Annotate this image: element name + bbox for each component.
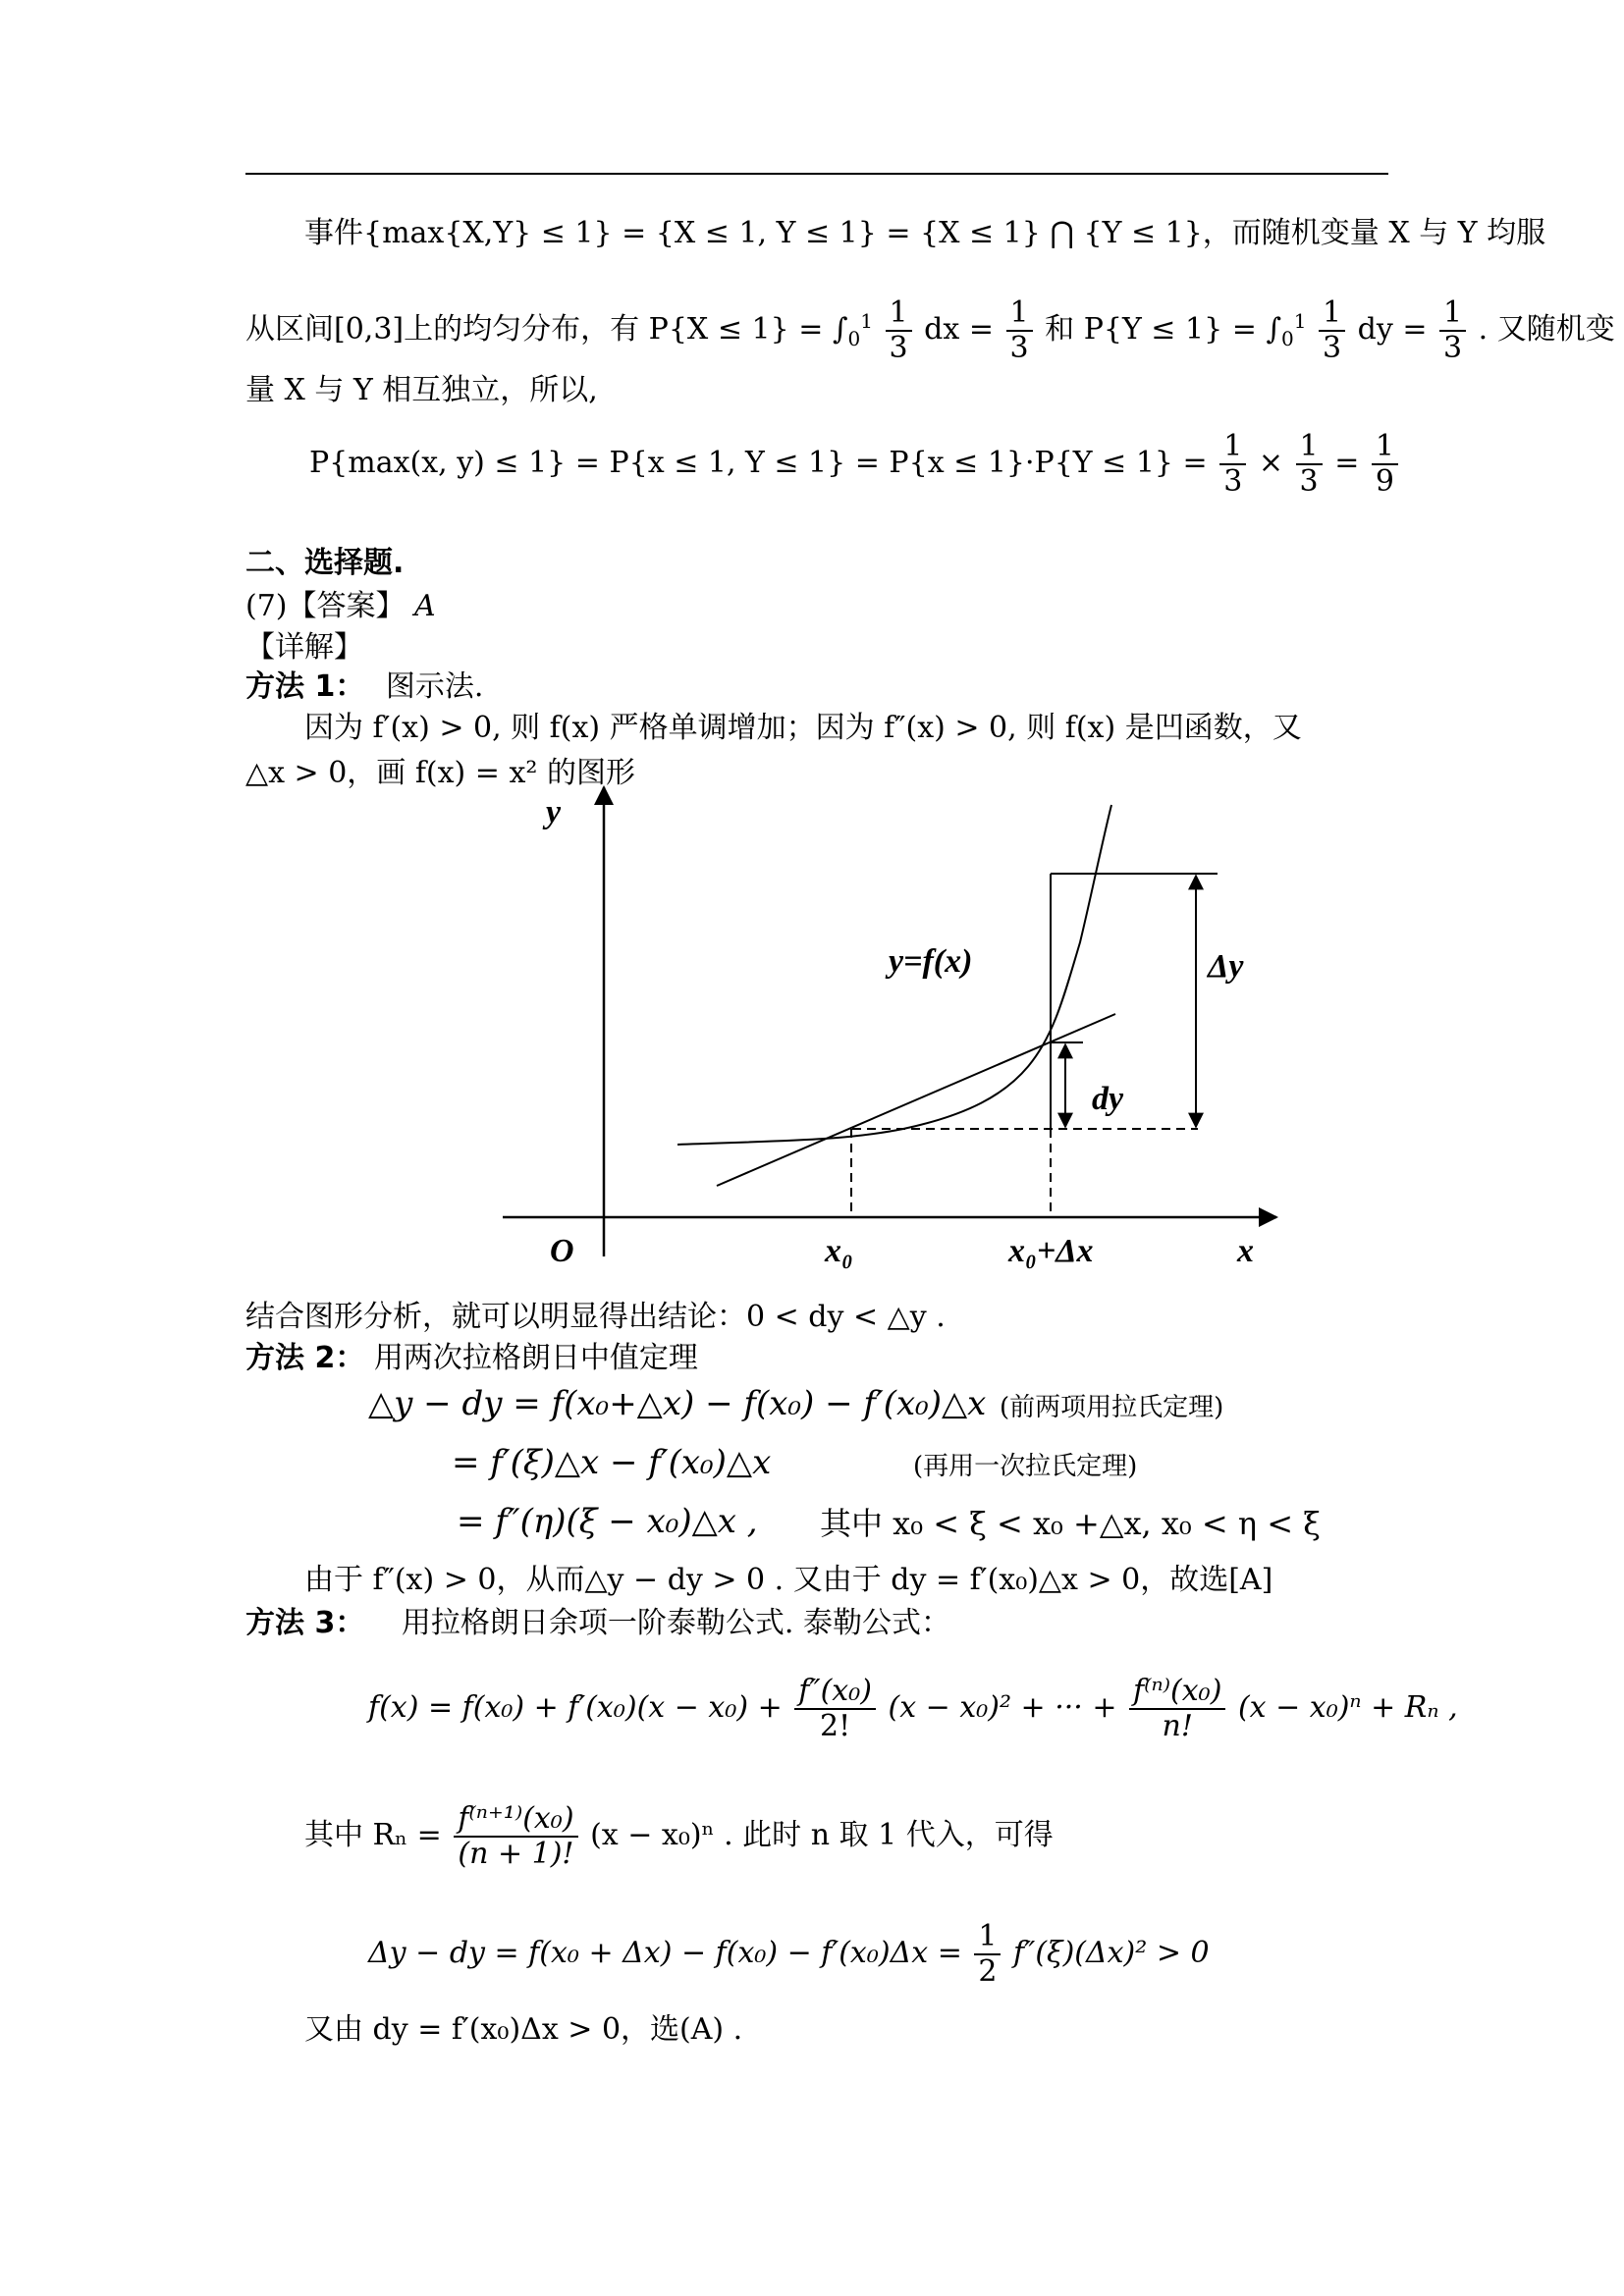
half-fraction: $\frac{1}{2}$ xyxy=(974,1920,1001,1989)
int-upper-1: 1 xyxy=(860,309,873,333)
dy-text: dy = xyxy=(1357,312,1428,347)
method1-text-2: △x > 0，画 f(x) = x² 的图形 xyxy=(245,756,635,790)
tangent-figure xyxy=(491,775,1296,1286)
fraction-1-3-f: $\frac{1}{3}$ xyxy=(1296,430,1323,499)
x0-label: x₀ xyxy=(825,1233,853,1269)
independence-line xyxy=(245,371,598,410)
event-text: 事件{max{X,Y} ≤ 1} = {X ≤ 1, Y ≤ 1} = {X ≤ 1} ⋂ {Y ≤ 1}，而随机变量 X 与 Y 均服 xyxy=(304,216,1546,250)
remainder-a: 其中 Rₙ = xyxy=(304,1818,442,1852)
method3-title: 用拉格朗日余项一阶泰勒公式. 泰勒公式： xyxy=(401,1606,950,1640)
method2-eq3: = f″(η)(ξ − x₀)△x , xyxy=(457,1502,758,1541)
uniform-text-e: . 又随机变 xyxy=(1478,312,1615,347)
fraction-1-3-b: $\frac{1}{3}$ xyxy=(1006,296,1033,365)
section-heading: 二、选择题. xyxy=(245,546,405,580)
fraction-1-3-c: $\frac{1}{3}$ xyxy=(1319,296,1345,365)
delta-part-a: Δy − dy = f(x₀ + Δx) − f(x₀) − f′(x₀)Δx = xyxy=(368,1936,962,1970)
delta-equation xyxy=(368,1914,1210,1993)
remainder-b: (x − x₀)ⁿ . 此时 n 取 1 代入，可得 xyxy=(590,1818,1054,1852)
y-axis-label: y xyxy=(546,794,562,830)
delta-part-b: f″(ξ)(Δx)² > 0 xyxy=(1013,1936,1210,1970)
method1-label: 方法 1： xyxy=(245,669,365,704)
fraction-1-9: $\frac{1}{9}$ xyxy=(1372,430,1398,499)
probability-result xyxy=(309,430,1401,499)
method3-line xyxy=(245,1604,950,1643)
method2-note2: (再用一次拉氏定理) xyxy=(913,1452,1138,1481)
final-line: 又由 dy = f′(x₀)Δx > 0，选(A) . xyxy=(304,2012,743,2047)
method2-label: 方法 2： xyxy=(245,1341,365,1375)
taylor-fraction-1: $\frac{\text{f″(x₀)}}{2!}$ xyxy=(794,1675,876,1743)
method1-text-1: 因为 f′(x) > 0, 则 f(x) 严格单调增加；因为 f″(x) > 0, 则 f(x) 是凹函数，又 xyxy=(304,711,1302,745)
method2-eq1: △y − dy = f(x₀+△x) − f(x₀) − f′(x₀)△x xyxy=(368,1384,987,1423)
taylor-part-a: f(x) = f(x₀) + f′(x₀)(x − x₀) + xyxy=(368,1690,783,1725)
uniform-text-a: 从区间[0,3]上的均匀分布，有 P{X ≤ 1} = ∫ xyxy=(245,312,848,347)
method1-line xyxy=(245,667,483,707)
taylor-formula xyxy=(368,1669,1458,1747)
origin-label: O xyxy=(550,1233,574,1269)
taylor-fraction-2: $\frac{\text{f⁽ⁿ⁾(x₀)}}{n!}$ xyxy=(1129,1675,1225,1743)
dy-label: dy xyxy=(1092,1081,1124,1117)
uniform-text-c: 和 P{Y ≤ 1} = ∫ xyxy=(1045,312,1281,347)
x0-dx-label: x₀+Δx xyxy=(1008,1233,1094,1269)
answer-prefix: (7)【答案】 xyxy=(245,589,406,623)
method3-label: 方法 3： xyxy=(245,1606,365,1640)
fraction-1-3-e: $\frac{1}{3}$ xyxy=(1219,430,1246,499)
remainder-line xyxy=(304,1796,1054,1875)
answer-line xyxy=(245,587,436,626)
independence-text: 量 X 与 Y 相互独立，所以, xyxy=(245,373,598,407)
remainder-fraction: $\frac{\text{f⁽ⁿ⁺¹⁾(x₀)}}{(n + 1)!}$ xyxy=(454,1802,577,1871)
taylor-part-b: (x − x₀)² + ··· + xyxy=(888,1690,1117,1725)
fraction-1-3-d: $\frac{1}{3}$ xyxy=(1439,296,1466,365)
delta-y-label: Δy xyxy=(1208,948,1244,985)
dx-text: dx = xyxy=(924,312,994,347)
detail-label: 【详解】 xyxy=(245,630,363,665)
method1-title: 图示法. xyxy=(385,669,484,704)
uniform-line xyxy=(245,296,1615,365)
probability-text: P{max(x, y) ≤ 1} = P{x ≤ 1, Y ≤ 1} = P{x ≤ 1}·P{Y ≤ 1} = xyxy=(309,446,1208,480)
x-axis-label: x xyxy=(1237,1233,1254,1269)
int-lower-2: 0 xyxy=(1281,327,1294,350)
method2-note3: 其中 x₀ < ξ < x₀ +△x, x₀ < η < ξ xyxy=(820,1505,1321,1542)
method2-title: 用两次拉格朗日中值定理 xyxy=(373,1341,698,1375)
tangent-line xyxy=(717,1014,1115,1186)
method2-line xyxy=(245,1339,698,1378)
curve-label: y=f(x) xyxy=(889,943,973,980)
method2-eq2: = f′(ξ)△x − f′(x₀)△x xyxy=(452,1443,772,1482)
answer-value: A xyxy=(414,589,436,623)
event-line xyxy=(304,214,1545,253)
int-lower-1: 0 xyxy=(847,327,861,350)
equals-sign: = xyxy=(1334,446,1360,480)
method2-conclusion: 由于 f″(x) > 0，从而△y − dy > 0 . 又由于 dy = f′(x₀)△x > 0，故选[A] xyxy=(304,1563,1273,1597)
method2-note1: (前两项用拉氏定理) xyxy=(1000,1393,1224,1422)
times-sign: × xyxy=(1258,446,1283,480)
int-upper-2: 1 xyxy=(1293,309,1307,333)
top-rule xyxy=(245,173,1388,175)
fraction-1-3-a: $\frac{1}{3}$ xyxy=(886,296,912,365)
method1-conclusion: 结合图形分析，就可以明显得出结论：0 < dy < △y . xyxy=(245,1300,946,1334)
taylor-part-c: (x − x₀)ⁿ + Rₙ , xyxy=(1237,1690,1458,1725)
